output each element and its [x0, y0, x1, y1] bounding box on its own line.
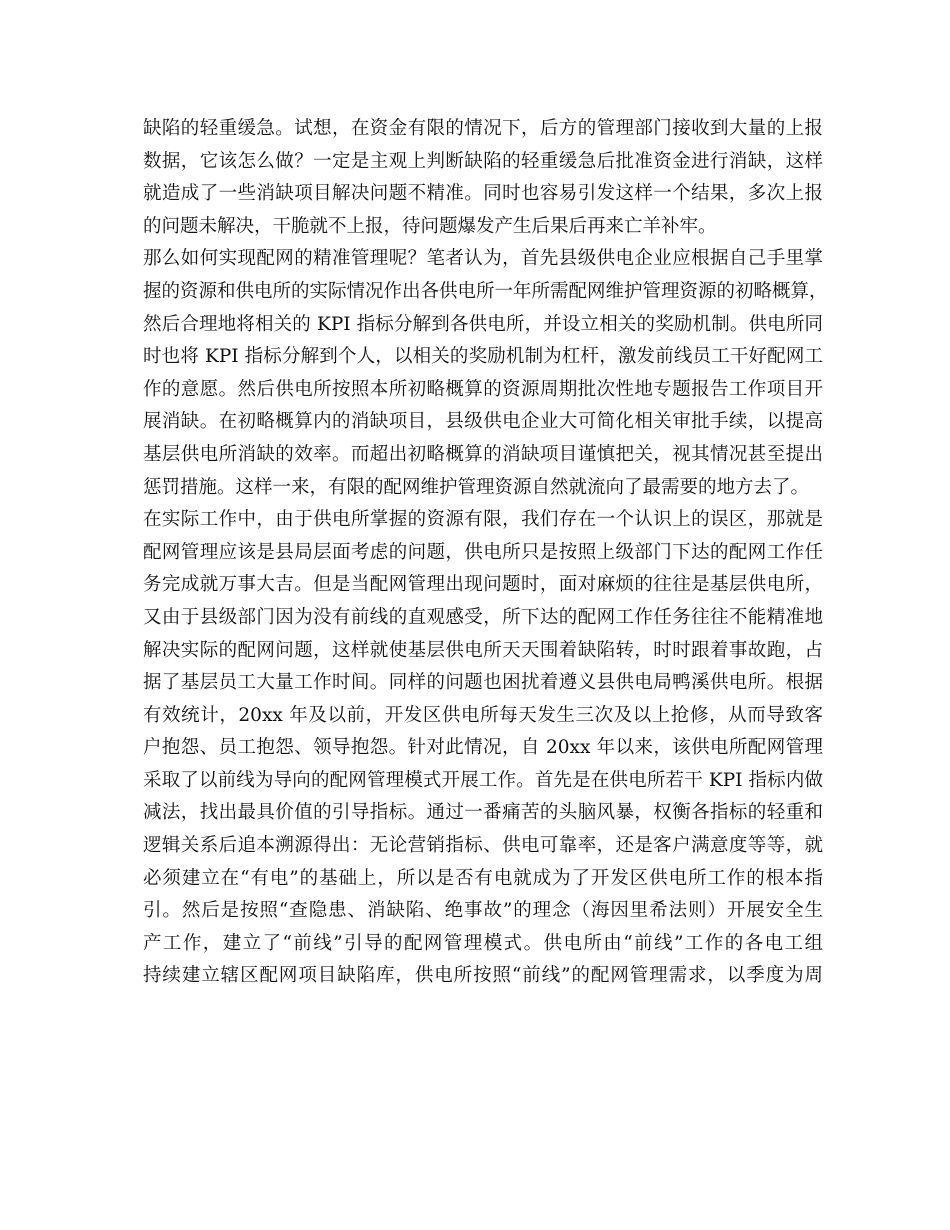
text-line: 握的资源和供电所的实际情况作出各供电所一年所需配网维护管理资源的初略概算， — [143, 280, 828, 302]
text-line: 逻辑关系后追本溯源得出：无论营销指标、供电可靠率，还是客户满意度等等，就 — [143, 835, 823, 857]
text-line: 就造成了一些消缺项目解决问题不精准。同时也容易引发这样一个结果，多次上报 — [143, 183, 823, 205]
text-line: 基层供电所消缺的效率。而超出初略概算的消缺项目谨慎把关，视其情况甚至提出 — [143, 443, 823, 465]
text-line: 然后合理地将相关的 KPI 指标分解到各供电所，并设立相关的奖励机制。供电所同 — [143, 313, 823, 335]
paragraph — [143, 113, 823, 243]
text-line: 采取了以前线为导向的配网管理模式开展工作。首先是在供电所若干 KPI 指标内做 — [143, 769, 823, 791]
text-line: 务完成就万事大吉。但是当配网管理出现问题时，面对麻烦的往往是基层供电所， — [143, 574, 823, 596]
paragraph — [143, 504, 823, 993]
text-line: 缺陷的轻重缓急。试想，在资金有限的情况下，后方的管理部门接收到大量的上报 — [143, 118, 823, 139]
text-line: 又由于县级部门因为没有前线的直观感受，所下达的配网工作任务往往不能精准地 — [143, 606, 823, 628]
text-line: 配网管理应该是县局层面考虑的问题，供电所只是按照上级部门下达的配网工作任 — [143, 541, 823, 563]
text-line: 必须建立在“有电”的基础上，所以是否有电就成为了开发区供电所工作的根本指 — [143, 867, 823, 889]
text-line: 产工作，建立了“前线”引导的配网管理模式。供电所由“前线”工作的各电工组 — [143, 932, 823, 954]
text-line: 在实际工作中，由于供电所掌握的资源有限，我们存在一个认识上的误区，那就是 — [143, 509, 823, 531]
text-line: 数据，它该怎么做？一定是主观上判断缺陷的轻重缓急后批准资金进行消缺，这样 — [143, 150, 823, 172]
text-line: 的问题未解决，干脆就不上报，待问题爆发产生后果后再来亡羊补牢。 — [143, 215, 717, 237]
text-line: 展消缺。在初略概算内的消缺项目，县级供电企业大可简化相关审批手续，以提高 — [143, 411, 823, 433]
text-line: 作的意愿。然后供电所按照本所初略概算的资源周期批次性地专题报告工作项目开 — [143, 378, 823, 400]
text-line: 解决实际的配网问题，这样就使基层供电所天天围着缺陷转，时时跟着事故跑，占 — [143, 639, 823, 661]
text-line: 减法，找出最具价值的引导指标。通过一番痛苦的头脑风暴，权衡各指标的轻重和 — [143, 802, 823, 824]
text-line: 惩罚措施。这样一来，有限的配网维护管理资源自然就流向了最需要的地方去了。 — [143, 476, 810, 498]
text-line: 持续建立辖区配网项目缺陷库，供电所按照“前线”的配网管理需求，以季度为周 — [143, 965, 823, 987]
text-line: 引。然后是按照“查隐患、消缺陷、绝事故”的理念（海因里希法则）开展安全生 — [143, 900, 823, 922]
paragraph — [143, 243, 828, 504]
text-line: 那么如何实现配网的精准管理呢？笔者认为，首先县级供电企业应根据自己手里掌 — [143, 248, 823, 270]
text-line: 时也将 KPI 指标分解到个人，以相关的奖励机制为杠杆，激发前线员工干好配网工 — [143, 346, 823, 368]
document-body — [143, 113, 828, 993]
text-line: 户抱怨、员工抱怨、领导抱怨。针对此情况，自 20xx 年以来，该供电所配网管理 — [143, 737, 823, 759]
text-line: 据了基层员工大量工作时间。同样的问题也困扰着遵义县供电局鸭溪供电所。根据 — [143, 672, 823, 694]
text-line: 有效统计，20xx 年及以前，开发区供电所每天发生三次及以上抢修，从而导致客 — [143, 704, 823, 726]
